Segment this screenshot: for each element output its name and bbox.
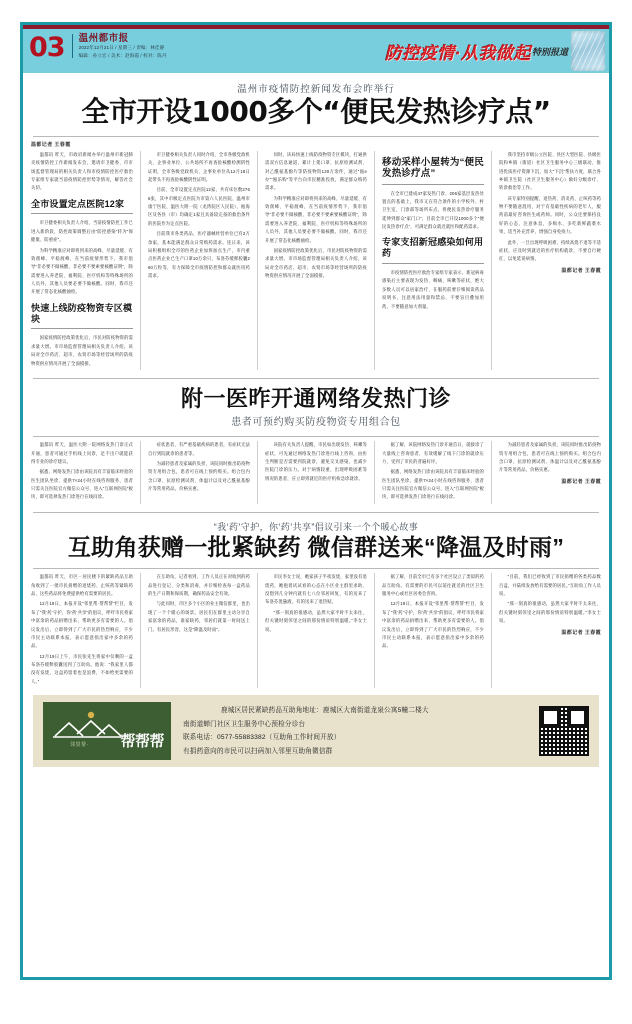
paragraph: 同时，该局快速上线防疫物资专区模块，打通供需双方信息通道，累计上架口罩、抗原检测试剂、对乙酰氨基酚片等防疫物资120万余件，通过“瓯e办”“瓯乐购”等平台向市民精准投放，满足群众购药需求。	[265, 151, 367, 191]
column-2	[148, 441, 250, 504]
article-main-end-byline: 温都记者 王春霞	[561, 267, 601, 274]
paragraph: 据悉，网络发热门诊由该院具有丰富临床经验的医生团队坐诊，提供7×24小时在线咨询服务，患者只需关注医院官方微信公众号，进入“互联网医院”板块，即可选择发热门诊进行在线问诊。	[382, 469, 484, 500]
article-second	[31, 386, 601, 504]
paragraph: 市卫健委相关负责人同时介绍，全市各级党政机关、企事业单位、公共场所不再查验核酸检测阴性证明，全市各级党政机关、企事业单位从12月18日起带头不再查验核酸阴性证明。	[148, 151, 250, 182]
paragraph: 市卫健委相关负责人介绍，当前疫情防控工作已进入新阶段，防控政策调整后由“防控感染”转为“保健康、防重症”。	[31, 220, 133, 243]
page-number: 03	[29, 32, 65, 63]
article-third-headline: 互助角获赠一批紧缺药 微信群送来“降温及时雨”	[67, 533, 565, 560]
promo-phone-line: 联系电话：0577-55883382（互助角工作时间开放）	[183, 734, 341, 742]
rule	[31, 213, 133, 214]
masthead	[23, 25, 609, 73]
paragraph: “那一刻真的很感动，虽然大家平时不太来往，但关键时刻邻里之间的那份情谊特别温暖。”李女士说。	[499, 601, 601, 624]
rule	[33, 512, 599, 513]
promo-box	[33, 695, 599, 767]
column-1	[31, 151, 133, 370]
rule	[382, 263, 484, 264]
promo-text	[183, 704, 527, 758]
rule	[31, 328, 133, 329]
column-3	[265, 441, 367, 504]
paragraph: 为减轻患者及家属的负担，该院同时推出防疫物资专用组合包，患者可在线上预约购买。组合包内含口罩、抗原检测试剂、体温计以及对乙酰氨基酚片等常用药品，价格实惠。	[148, 460, 250, 492]
paragraph: 此外，一旦出现呼吸困难、持续高烧不退等不适症状，应及时到就近的医疗机构就诊，不要自行硬扛，以免延误病情。	[499, 239, 601, 262]
column-2	[148, 151, 250, 370]
column-separator	[257, 441, 258, 504]
column-3	[265, 573, 367, 688]
column-4	[382, 151, 484, 370]
column-1	[31, 573, 133, 688]
article-main-shoulder: 温州市疫情防控新闻发布会昨举行	[237, 84, 395, 95]
column-4	[382, 573, 484, 688]
column-separator	[257, 151, 258, 370]
article-second-subtitle: 患者可预约购买防疫物资专用组合包	[231, 417, 401, 429]
paragraph: “那一刻真的很感动，虽然大家平时不太来往，但关键时刻邻里之间的那份情谊特别温暖。”李女士说。	[265, 609, 367, 632]
column-separator	[140, 441, 141, 504]
article-third-columns	[31, 573, 601, 688]
column-separator	[491, 573, 492, 688]
article-main-subhead-4: 专家支招新冠感染如何用药	[382, 237, 484, 259]
column-1	[31, 441, 133, 504]
paragraph: 市民李女士说，她家孩子半夜发烧，家里没有退烧药，她抱着试试看的心态在小区业主群里求助，没想到几分钟内就有七八位邻居回复，有的送来了布洛芬混悬液，有的送来了退热贴。	[265, 574, 367, 605]
column-5	[499, 151, 601, 370]
masthead-divider	[72, 34, 73, 58]
paragraph: 在互助角，记者看到，工作人员正在对收到的药品进行登记、分类和消毒，并仔细检查每一盒药品的生产日期和保质期，确保药品安全有效。	[148, 574, 250, 597]
paragraph: 国家疫情防控政策优化后，市民对防疫物资的需求量大增。市市场监督管理局相关负责人介绍，该局对全市药店、超市、农贸市场等经营场所的防疫物资供应情况开展了全面摸排。	[265, 247, 367, 279]
promo-line-1: 鹿城区居民紧缺药品互助角地址：鹿城区大南街道龙泉公寓5幢二楼大	[221, 707, 429, 715]
paragraph: 该专家特别提醒，退热药、消炎药、止咳药等药物不要随意混用，对于有基础性疾病的老年人，服药前最好咨询医生或药师。同时，公众还要保持良好的心态，注意休息，多喝水，多吃新鲜蔬菜水果，适当补充营养，增强自身免疫力。	[499, 195, 601, 235]
column-5	[499, 441, 601, 504]
paragraph: 在全市已建成47家发热门诊、206家基层发热处置点的基础上，我市又在符合条件的小学校外、村卫生室、门诊部等场所布点，将便民发热诊疗服务延伸到群众“家门口”，目前全市已开设1000多个“便民发热诊疗点”，可满足群众就近就医和配药需求。	[382, 190, 484, 230]
promo-line-4: 有捐药意向的市民可以扫码加入邻里互助角微信群	[183, 747, 333, 755]
column-separator	[140, 151, 141, 370]
paragraph: 国家疫情防控政策优化后，市民对防疫物资的需求量大增。市市场监督管理局相关负责人介绍，该局对全市药店、超市、农贸市场等经营场所的防疫物资供应情况开展了全面摸排。	[31, 335, 133, 366]
campaign-banner-subtitle: 特别报道	[531, 46, 568, 57]
promo-logo-subtext: 邻里帮·	[70, 742, 89, 749]
paragraph: 该院有关负责人提醒，市民如出现发热、咳嗽等症状，可先通过网络发热门诊进行线上咨询，由医生判断是否需要到院就诊，避免交叉感染，也减少医院门诊的压力。对于病情较重、出现呼吸困难等情况的患者，应立即到就近的医疗机构急诊就诊。	[265, 442, 367, 481]
article-main-subhead-1: 全市设置定点医院12家	[31, 198, 125, 209]
article-main-columns	[31, 151, 601, 370]
paragraph: 为科学精准应对即将到来的高峰、尽量延缓、有效削峰、平稳渡峰，在当前疫情形势下，我市倡导“非必要不做核酸、非必要不要索要核酸证明”，除需要进入养老院、福利院、医疗机构等特殊场所的人员外，其他人员要必要不做核酸。同时，我市还开展了常态化核酸抽检。	[265, 195, 367, 243]
paragraph: 与此同时，市区多个小区的业主微信群里，也出现了一个个暖心的场景。居民们在群里主动分享自家富余的药品，谁家缺药，邻居们就第一时间送上门。有居民形容，这是“降温及时雨”。	[148, 601, 250, 632]
paragraph: 我市坚持市级公立医院、县区大型医院、县级医院和乡镇（街道）社区卫生服务中心三级联动，推进优质医疗资源下沉，加大“下沉”帮扶力度，联合各乡镇卫生院（社区卫生服务中心）做好分级诊疗、转诊救治等工作。	[499, 151, 601, 191]
column-4	[382, 441, 484, 504]
qr-code-icon[interactable]	[539, 706, 589, 756]
rule	[33, 378, 599, 379]
article-main-headline: 全市开设1000多个“便民发热诊疗点”	[81, 95, 551, 128]
paragraph: 目前，全市设置定点医院12家，共有床位数2766张，其中市级定点医院为市第六人民医院、温州市康宁医院、温医大附一院（龙湾院区人民院），瓯海区及各县（市）均确定1家且具备较完备的救治条件的医院作为定点医院。	[148, 187, 250, 226]
promo-line-2: 南街道蝉门社区卫生服务中心预检分诊台	[183, 720, 306, 728]
column-separator	[491, 151, 492, 370]
masthead-meta-line-1: 2022年12月21日 / 星期三 / 责编：林佳静	[78, 45, 165, 51]
article-main-subhead-2: 快速上线防疫物资专区模块	[31, 302, 133, 324]
paragraph: 12月19日上午，市民张先生将家中仅剩的一盒布洛芬缓释胶囊送到了互助角。他说：“我家里人都没有发烧，这盒药留着也是浪费，不如给更需要的人。”	[31, 653, 133, 684]
newspaper-page	[20, 22, 612, 980]
article-second-headline: 附一医昨开通网络发热门诊	[180, 385, 451, 411]
paragraph: 温都讯 昨天，温医大附一院网络发热门诊正式开通，患者可通过手机线上问诊，足不出户就能获得专业的诊疗建议。	[31, 442, 133, 464]
article-third-shoulder: “我‘药’守护，你‘药’共享”倡议引来一个个暖心故事	[213, 521, 419, 532]
rule	[382, 184, 484, 185]
campaign-banner-title: 防控疫情·从我做起	[384, 43, 531, 63]
column-separator	[257, 573, 258, 688]
paragraph: 症状患者，有严重基础疾病的患者，有症状无法自行到院就诊的患者等。	[148, 442, 250, 456]
article-main	[31, 81, 601, 370]
paragraph: 目前我市各类药品、医疗器械经营单位已有2万余家，基本能满足群众日常购药需求。连日来，该局积极组织全市的医药企业加班加点生产，市内重点医药企业已生产口罩10万余只、布洛芬缓释胶囊260万粒等，有力保障全市疫情防控和群众就医用药需求。	[148, 231, 250, 279]
rule	[33, 136, 599, 137]
paragraph: 据了解，目前全市已有多个社区设立了类似的药品互助角。有需要的市民可以前往就近的社区卫生服务中心或社区居委会咨询。	[382, 574, 484, 597]
column-separator	[374, 573, 375, 688]
promo-logo	[43, 702, 171, 760]
campaign-banner	[385, 29, 605, 73]
masthead-meta-line-2: 编辑：孙立宏 / 美术：赵海霞 / 校对：陈丹	[78, 52, 167, 58]
column-3	[265, 151, 367, 370]
masthead-left	[29, 31, 167, 61]
paragraph: 温都讯 昨天，市政府新闻办举行温州市新冠肺炎疫情防控工作新闻发布会，邀请市卫健委、市市场监督管理局的相关负责人和市疫情防控医疗救治专家组专家就当前疫情防控形势等情况，解答社会关切。	[31, 151, 133, 191]
column-5	[499, 573, 601, 688]
paragraph: “目前，我们已经收到了市民捐赠的各类药品数百盒，并陆续发放给有需要的居民。”互助角工作人员说。	[499, 574, 601, 597]
column-2	[148, 573, 250, 688]
article-second-columns	[31, 441, 601, 504]
face-mask-image	[571, 31, 605, 71]
article-second-end-byline: 温都记者 王春霞	[561, 478, 601, 485]
column-separator	[374, 151, 375, 370]
column-separator	[491, 441, 492, 504]
article-main-subhead-3: 移动采样小屋转为“便民发热诊疗点”	[382, 156, 484, 180]
paragraph: 为科学精准应对即将到来的高峰、尽量延缓、有效削峰、平稳渡峰，在当前疫情形势下，我市倡导“非必要不做核酸、非必要不要索要核酸证明”，除需要进入养老院、福利院、医疗机构等特殊场所的人员外，其他人员要必要不做核酸。同时，我市还开展了常态化核酸抽检。	[31, 247, 133, 295]
paragraph: 为减轻患者及家属的负担，该院同时推出防疫物资专用组合包，患者可在线上预约购买。组合包内含口罩、抗原检测试剂、体温计以及对乙酰氨基酚片等常用药品，价格实惠。	[499, 442, 601, 473]
article-main-byline: 温都记者 王春霞	[31, 141, 71, 148]
paragraph: 据了解，该院网络发热门诊开通首日，就接诊了大量线上咨询患者，有效缓解了线下门诊的就诊压力，受到了市民的普遍好评。	[382, 442, 484, 464]
paragraph: 市疫情防控医疗救治专家组专家表示，新冠病毒感染后主要表现为发热、咽痛、咳嗽等症状，绝大多数人员可以居家治疗，在服药前要仔细阅读药品说明书，注意用法用量和禁忌，不要盲目叠加用药，不要随意加大剂量。	[382, 270, 484, 309]
paragraph: 12月19日，本报开设“邻里帮·帮帮帮”栏目，发布了“我‘药’守护，你‘药’共享”的倡议，呼吁市民将家中富余的药品捐赠出来，帮助更多有需要的人。倡议发出后，立即得到了广大市民的热烈响应，不少市民主动联系本报，表示愿意捐出家中多余的药品。	[31, 601, 133, 649]
paper-name: 温州都市报	[78, 33, 129, 44]
article-third-end-byline: 温都记者 王春霞	[561, 629, 601, 636]
column-separator	[374, 441, 375, 504]
article-third	[31, 520, 601, 688]
rule	[33, 568, 599, 569]
column-separator	[140, 573, 141, 688]
paragraph: 温都讯 昨天，市区一居民楼下的紧缺药品互助角收到了一批市民捐赠的退烧药、止咳药等紧缺药品，这些药品将免费提供给有需要的居民。	[31, 574, 133, 597]
paragraph: 12月19日，本报开设“邻里帮·帮帮帮”栏目，发布了“我‘药’守护，你‘药’共享”的倡议，呼吁市民将家中富余的药品捐赠出来，帮助更多有需要的人。倡议发出后，立即得到了广大市民的热烈响应，不少市民主动联系本报，表示愿意捐出家中多余的药品。	[382, 601, 484, 649]
promo-logo-text: 帮帮帮	[120, 733, 164, 751]
paragraph: 据悉，网络发热门诊由该院具有丰富临床经验的医生团队坐诊，提供7×24小时在线咨询服务，患者只需关注医院官方微信公众号，进入“互联网医院”板块，即可选择发热门诊进行在线问诊。	[31, 469, 133, 500]
masthead-text	[79, 31, 167, 59]
rule	[33, 436, 599, 437]
